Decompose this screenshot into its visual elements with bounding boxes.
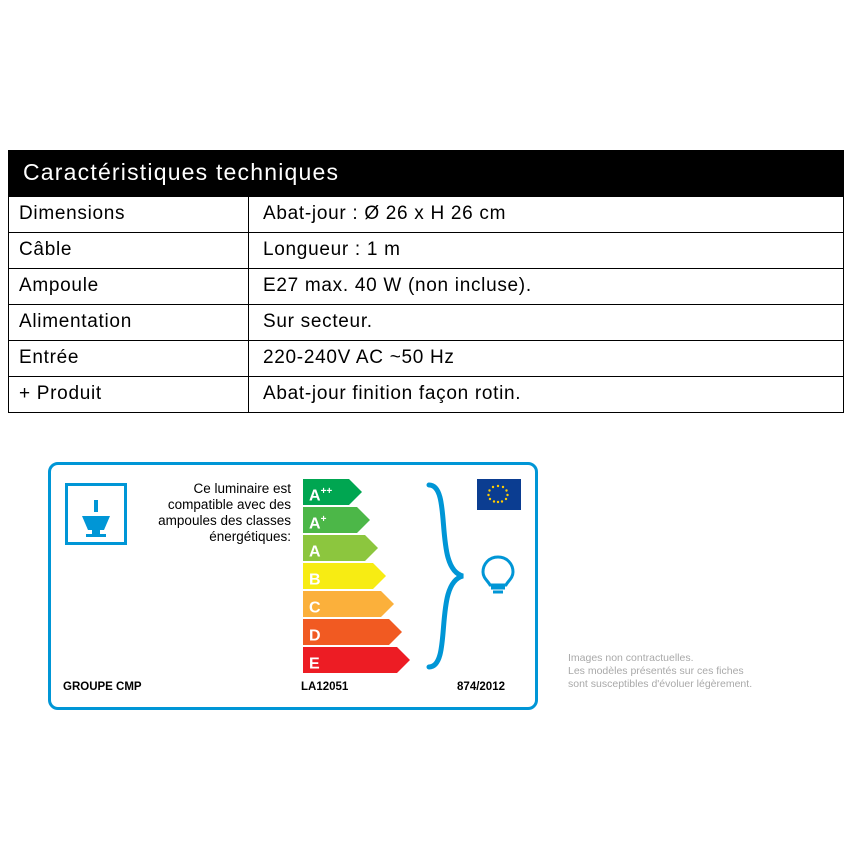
spec-value: 220-240V AC ~50 Hz	[263, 347, 455, 368]
spec-value: Sur secteur.	[263, 311, 373, 332]
energy-class-bar	[303, 591, 413, 617]
energy-class-bar	[303, 619, 413, 645]
lamp-icon	[65, 483, 127, 545]
bracket-icon	[423, 481, 483, 671]
energy-class-bar	[303, 647, 413, 673]
regulation-code: 874/2012	[457, 681, 505, 693]
energy-class-letter: B	[309, 571, 321, 589]
disclaimer-line-3: sont susceptibles d'évoluer légèrement.	[568, 678, 753, 690]
technical-specs-table	[8, 150, 844, 413]
label-footer	[51, 681, 535, 697]
model-code: LA12051	[301, 681, 349, 693]
eu-flag-icon	[477, 479, 521, 510]
table-row	[9, 376, 843, 412]
spec-value: Abat-jour : Ø 26 x H 26 cm	[263, 203, 507, 224]
energy-class-letter: E	[309, 655, 320, 673]
spec-value: Abat-jour finition façon rotin.	[263, 383, 522, 404]
energy-class-letter: A	[309, 515, 321, 533]
spec-label: Ampoule	[9, 269, 249, 304]
energy-class-sup: +	[320, 514, 327, 525]
spec-value: E27 max. 40 W (non incluse).	[263, 275, 532, 296]
spec-value: Longueur : 1 m	[263, 239, 401, 260]
spec-label: Dimensions	[9, 197, 249, 232]
table-row	[9, 232, 843, 268]
energy-class-bar	[303, 535, 413, 561]
energy-class-letter: C	[309, 599, 321, 617]
energy-class-letter: A	[309, 543, 321, 561]
brand-name: GROUPE CMP	[63, 681, 142, 693]
energy-class-scale	[303, 479, 413, 675]
spec-label: Câble	[9, 233, 249, 268]
energy-class-sup: ++	[320, 486, 333, 497]
bulb-icon	[475, 551, 521, 597]
spec-label: Alimentation	[9, 305, 249, 340]
energy-class-bar	[303, 507, 413, 533]
energy-class-letter: A	[309, 487, 321, 505]
disclaimer-line-2: Les modèles présentés sur ces fiches	[568, 665, 744, 677]
compatibility-text: Ce luminaire est compatible avec des ampoules des classes énergétiques:	[158, 481, 291, 544]
spec-label: Entrée	[9, 341, 249, 376]
spec-label: + Produit	[9, 377, 249, 412]
disclaimer-line-1: Images non contractuelles.	[568, 652, 694, 664]
energy-class-letter: D	[309, 627, 321, 645]
energy-class-bar	[303, 479, 413, 505]
specs-title: Caractéristiques techniques	[9, 151, 843, 196]
table-row	[9, 268, 843, 304]
energy-class-bar	[303, 563, 413, 589]
energy-efficiency-label	[48, 462, 538, 710]
table-row	[9, 196, 843, 232]
table-row	[9, 304, 843, 340]
disclaimer	[568, 652, 818, 691]
table-row	[9, 340, 843, 376]
